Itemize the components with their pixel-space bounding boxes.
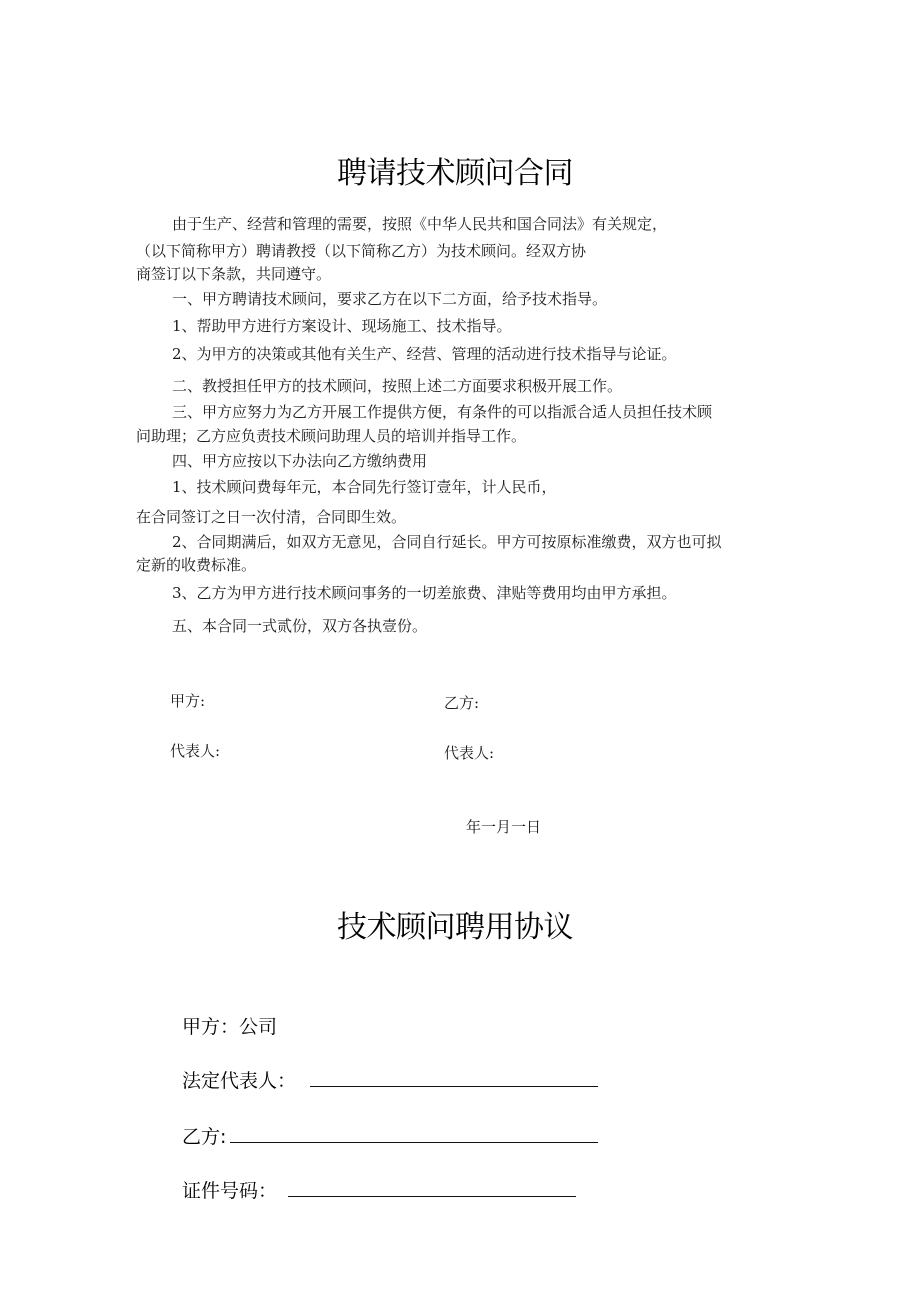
contract-line: 3、乙方为甲方进行技术顾问事务的一切差旅费、津贴等费用均由甲方承担。 (172, 584, 677, 602)
id-number-label: 证件号码： (182, 1180, 278, 1202)
rep-a-label: 代表人: (170, 742, 221, 760)
contract-line: 问助理；乙方应负责技术顾问助理人员的培训并指导工作。 (136, 427, 527, 445)
contract-line: 在合同签订之日一次付清，合同即生效。 (136, 508, 407, 526)
legal-rep-label: 法定代表人： (182, 1070, 297, 1092)
contract-line: 1、帮助甲方进行方案设计、现场施工、技术指导。 (172, 317, 512, 335)
party-b-label: 乙方: (444, 694, 480, 712)
contract-line: 商签订以下条款，共同遵守。 (136, 265, 332, 283)
legal-rep-blank (310, 1086, 598, 1087)
contract-line: 2、为甲方的决策或其他有关生产、经营、管理的活动进行技术指导与论证。 (172, 345, 677, 363)
contract-line: 定新的收费标准。 (136, 556, 257, 574)
agreement-title: 技术顾问聘用协议 (337, 910, 573, 945)
contract-line: 由于生产、经营和管理的需要，按照《中华人民共和国合同法》有关规定， (172, 215, 668, 233)
party-b-blank (230, 1142, 598, 1143)
contract-title: 聘请技术顾问合同 (337, 156, 573, 191)
date-line: 年一月一日 (466, 818, 542, 836)
id-number-blank (288, 1196, 576, 1197)
contract-line: 二、教授担任甲方的技术顾问，按照上述二方面要求积极开展工作。 (172, 377, 623, 395)
contract-line: 四、甲方应按以下办法向乙方缴纳费用 (172, 452, 428, 470)
party-b-field-label: 乙方: (182, 1126, 227, 1148)
contract-line: 三、甲方应努力为乙方开展工作提供方便，有条件的可以指派合适人员担任技术顾 (172, 403, 713, 421)
contract-line: 五、本合同一式贰份，双方各执壹份。 (172, 617, 428, 635)
contract-line: 一、甲方聘请技术顾问，要求乙方在以下二方面，给予技术指导。 (172, 290, 608, 308)
agreement-party-a: 甲方：公司 (182, 1016, 278, 1038)
contract-line: 1、技术顾问费每年元，本合同先行签订壹年，计人民币， (172, 478, 557, 496)
party-a-label: 甲方: (170, 692, 206, 710)
contract-line: 2、合同期满后，如双方无意见，合同自行延长。甲方可按原标准缴费，双方也可拟 (172, 533, 722, 551)
contract-line: （以下简称甲方）聘请教授（以下简称乙方）为技术顾问。经双方协 (136, 242, 587, 260)
rep-b-label: 代表人: (444, 744, 495, 762)
